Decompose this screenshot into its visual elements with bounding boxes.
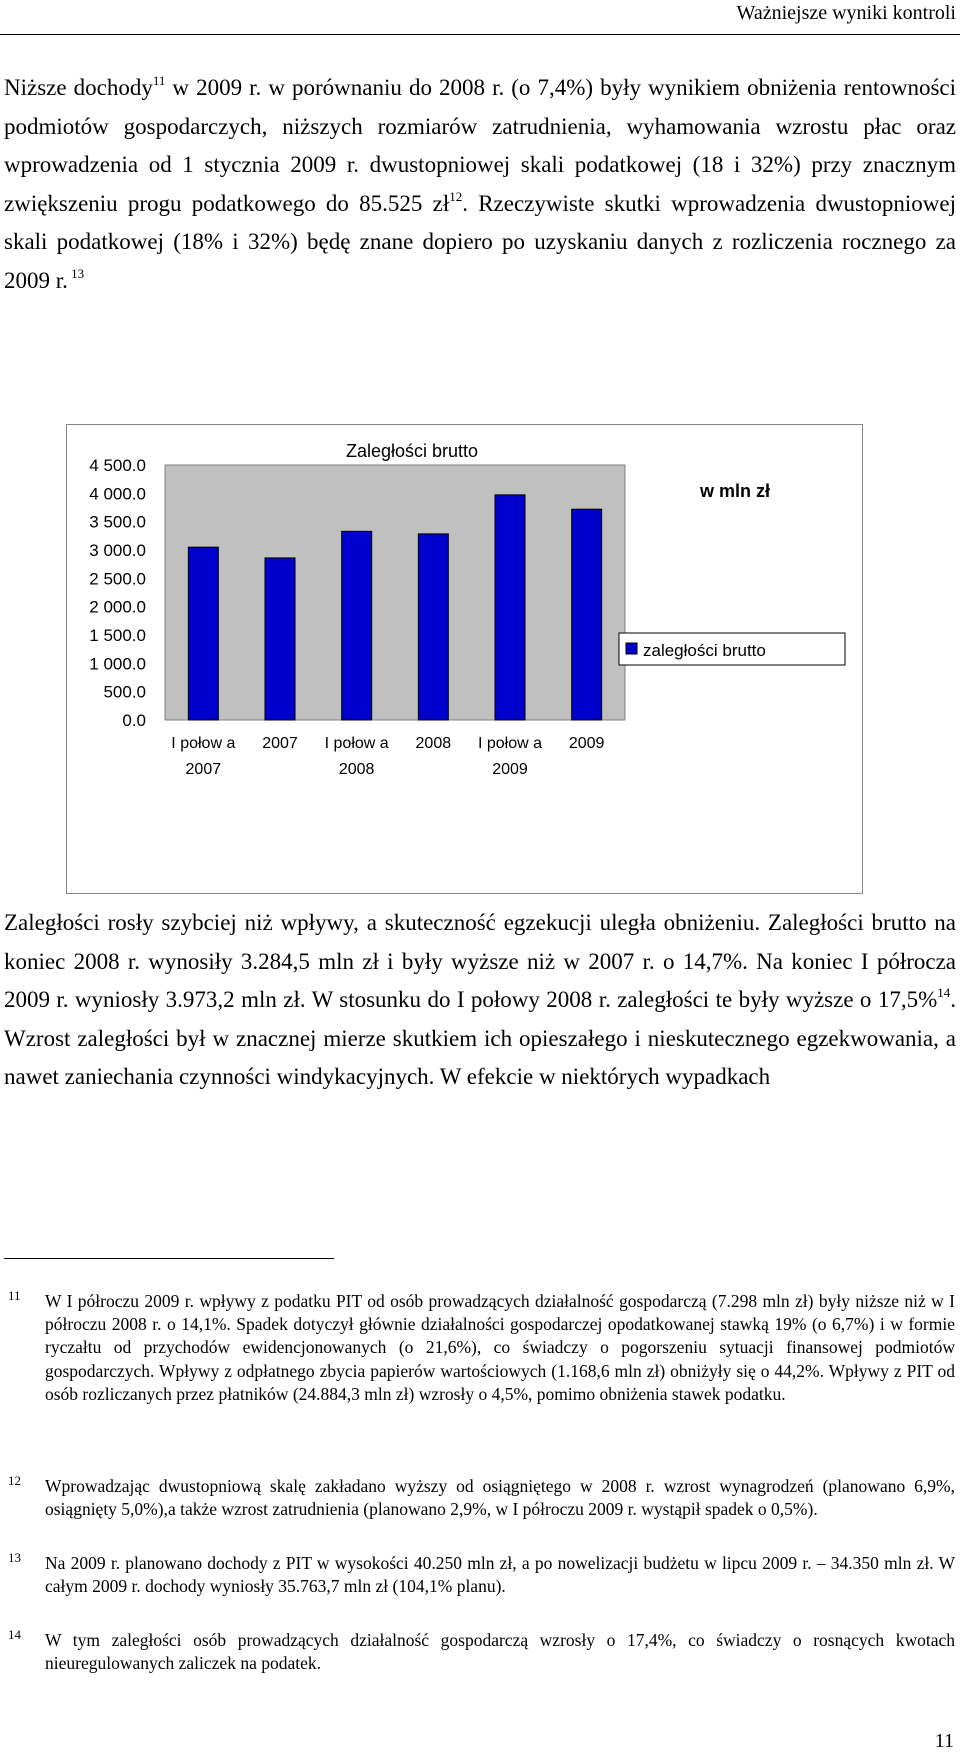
- y-tick-label: 1 500.0: [89, 626, 146, 645]
- footnote-number: 12: [8, 1473, 21, 1488]
- y-tick-label: 3 500.0: [89, 512, 146, 532]
- y-tick-label: 4 500.0: [89, 456, 146, 475]
- paragraph-1: [4, 69, 956, 301]
- paragraph-2: [4, 904, 956, 1097]
- footnote-number: 11: [8, 1288, 21, 1303]
- chart-bar: [495, 495, 525, 720]
- y-tick-label: 4 000.0: [89, 484, 146, 504]
- paragraph-2-text-a: Zaległości rosły szybciej niż wpływy, a skuteczność egzekucji uległa obniżeniu. Zaległości brutto na koniec 2008 r. wynosiły 3.284,5 mln zł i były wyższe niż w 2007 r. o 14,7%. Na koniec I półrocza 2009 r. wyniosły 3.973,2 mln zł. W stosunku do I połowy 2008 r. zaległości te były wyższe o 17,5%: [4, 910, 956, 1013]
- chart-bar: [418, 534, 448, 720]
- paragraph-1-text-c: . Rzeczywiste skutki wprowadzenia dwustopniowej skali podatkowej (18% i 32%) będę znane dopiero po uzyskaniu danych z rozliczenia rocznego za 2009 r.: [4, 190, 956, 293]
- footnote-text: Na 2009 r. planowano dochody z PIT w wysokości 40.250 mln zł, a po nowelizacji budżetu w lipcu 2009 r. – 34.350 mln zł. W całym 2009 r. dochody wyniosły 35.763,7 mln zł (104,1% planu).: [45, 1553, 955, 1597]
- x-tick-label: 2007: [262, 735, 298, 752]
- y-tick-label: 2 000.0: [89, 597, 146, 617]
- y-tick-label: 500.0: [103, 682, 146, 702]
- y-tick-label: 1 000.0: [89, 654, 146, 674]
- chart-frame: [66, 424, 863, 894]
- x-tick-label: 2008: [415, 735, 452, 752]
- y-tick-label: 0.0: [122, 711, 146, 730]
- legend-label: zaległości brutto: [643, 641, 766, 660]
- plot-area: [165, 465, 625, 720]
- bar-chart: [67, 425, 862, 893]
- footnote-text: W tym zaległości osób prowadzących działalność gospodarczą wzrosły o 17,4%, co świadczy o rosnących kwotach nieuregulowanych zaliczek na podatek.: [45, 1630, 955, 1674]
- footnote-ref-14[interactable]: 14: [937, 985, 951, 1001]
- x-tick-label: I połow a: [477, 735, 543, 752]
- x-tick-label: 2009: [492, 761, 528, 778]
- footnote-text: Wprowadzając dwustopniową skalę zakładano wyższy od osiągniętego w 2008 r. wzrost wynagrodzeń (planowano 6,9%, osiągnięty 5,0%),a także wzrost zatrudnienia (planowano 2,9%, w I półroczu 2009 r. wystąpił spadek o 0,5%).: [45, 1476, 955, 1520]
- paragraph-1-text-b: w 2009 r. w porównaniu do 2008 r. (o 7,4%) były wynikiem obniżenia rentowności podmiotów gospodarczych, niższych rozmiarów zatrudnienia, wyhamowania wzrostu płac oraz wprowadzenia od 1 stycznia 2009 r. dwustopniowej skali podatkowej (18 i 32%) przy znacznym zwiększeniu progu podatkowego do 85.525 zł: [4, 75, 956, 216]
- x-tick-label: I połow a: [324, 735, 389, 752]
- running-header: Ważniejsze wyniki kontroli: [736, 2, 956, 24]
- footnote-text: W I półroczu 2009 r. wpływy z podatku PIT od osób prowadzących działalność gospodarczą (7.298 mln zł) były niższe niż w I półroczu 2008 r. o 14,1%. Spadek dotyczył głównie działalności gospodarczej opodatkowanej stawką 19% (o 6,7%) i w formie ryczałtu od przychodów ewidencjonowanych (o 21,6%), co świadczy o pogorszeniu sytuacji finansowej podmiotów gospodarczych. Wpływy z odpłatnego zbycia papierów wartościowych (1.168,6 mln zł) obniżyły się o 44,2%. Wpływy z PIT od osób rozliczanych przez płatników (24.884,3 mln zł) wzrosły o 4,5%, pomimo obniżenia stawek podatku.: [45, 1291, 955, 1404]
- page-number: 11: [934, 1730, 954, 1752]
- chart-bar: [265, 558, 295, 720]
- x-tick-label: 2008: [338, 761, 375, 778]
- legend-swatch: [626, 643, 637, 654]
- chart-bar: [342, 531, 372, 720]
- x-tick-label: I połow a: [171, 735, 236, 752]
- chart-title: Zaległości brutto: [345, 441, 479, 461]
- chart-unit-label: w mln zł: [699, 481, 771, 501]
- header-rule: [0, 34, 960, 35]
- x-tick-label: 2007: [185, 761, 222, 778]
- footnote-ref-12[interactable]: 12: [449, 188, 463, 204]
- x-tick-label: 2009: [568, 735, 605, 752]
- footnote-rule: [4, 1258, 334, 1259]
- footnote-number: 13: [8, 1550, 21, 1565]
- paragraph-2-text-b: . Wzrost zaległości był w znacznej mierze skutkiem ich opieszałego i nieskutecznego egzekwowania, a nawet zaniechania czynności windykacyjnych. W efekcie w niektórych wypadkach: [4, 987, 956, 1090]
- chart-bar: [188, 547, 218, 720]
- footnote-ref-13[interactable]: 13: [67, 265, 85, 281]
- paragraph-1-text-a: Niższe dochody: [4, 75, 153, 100]
- footnote-number: 14: [8, 1627, 21, 1642]
- footnote-ref-11[interactable]: 11: [152, 73, 166, 88]
- chart-bar: [572, 509, 602, 720]
- y-tick-label: 3 000.0: [89, 541, 146, 560]
- y-tick-label: 2 500.0: [89, 569, 146, 589]
